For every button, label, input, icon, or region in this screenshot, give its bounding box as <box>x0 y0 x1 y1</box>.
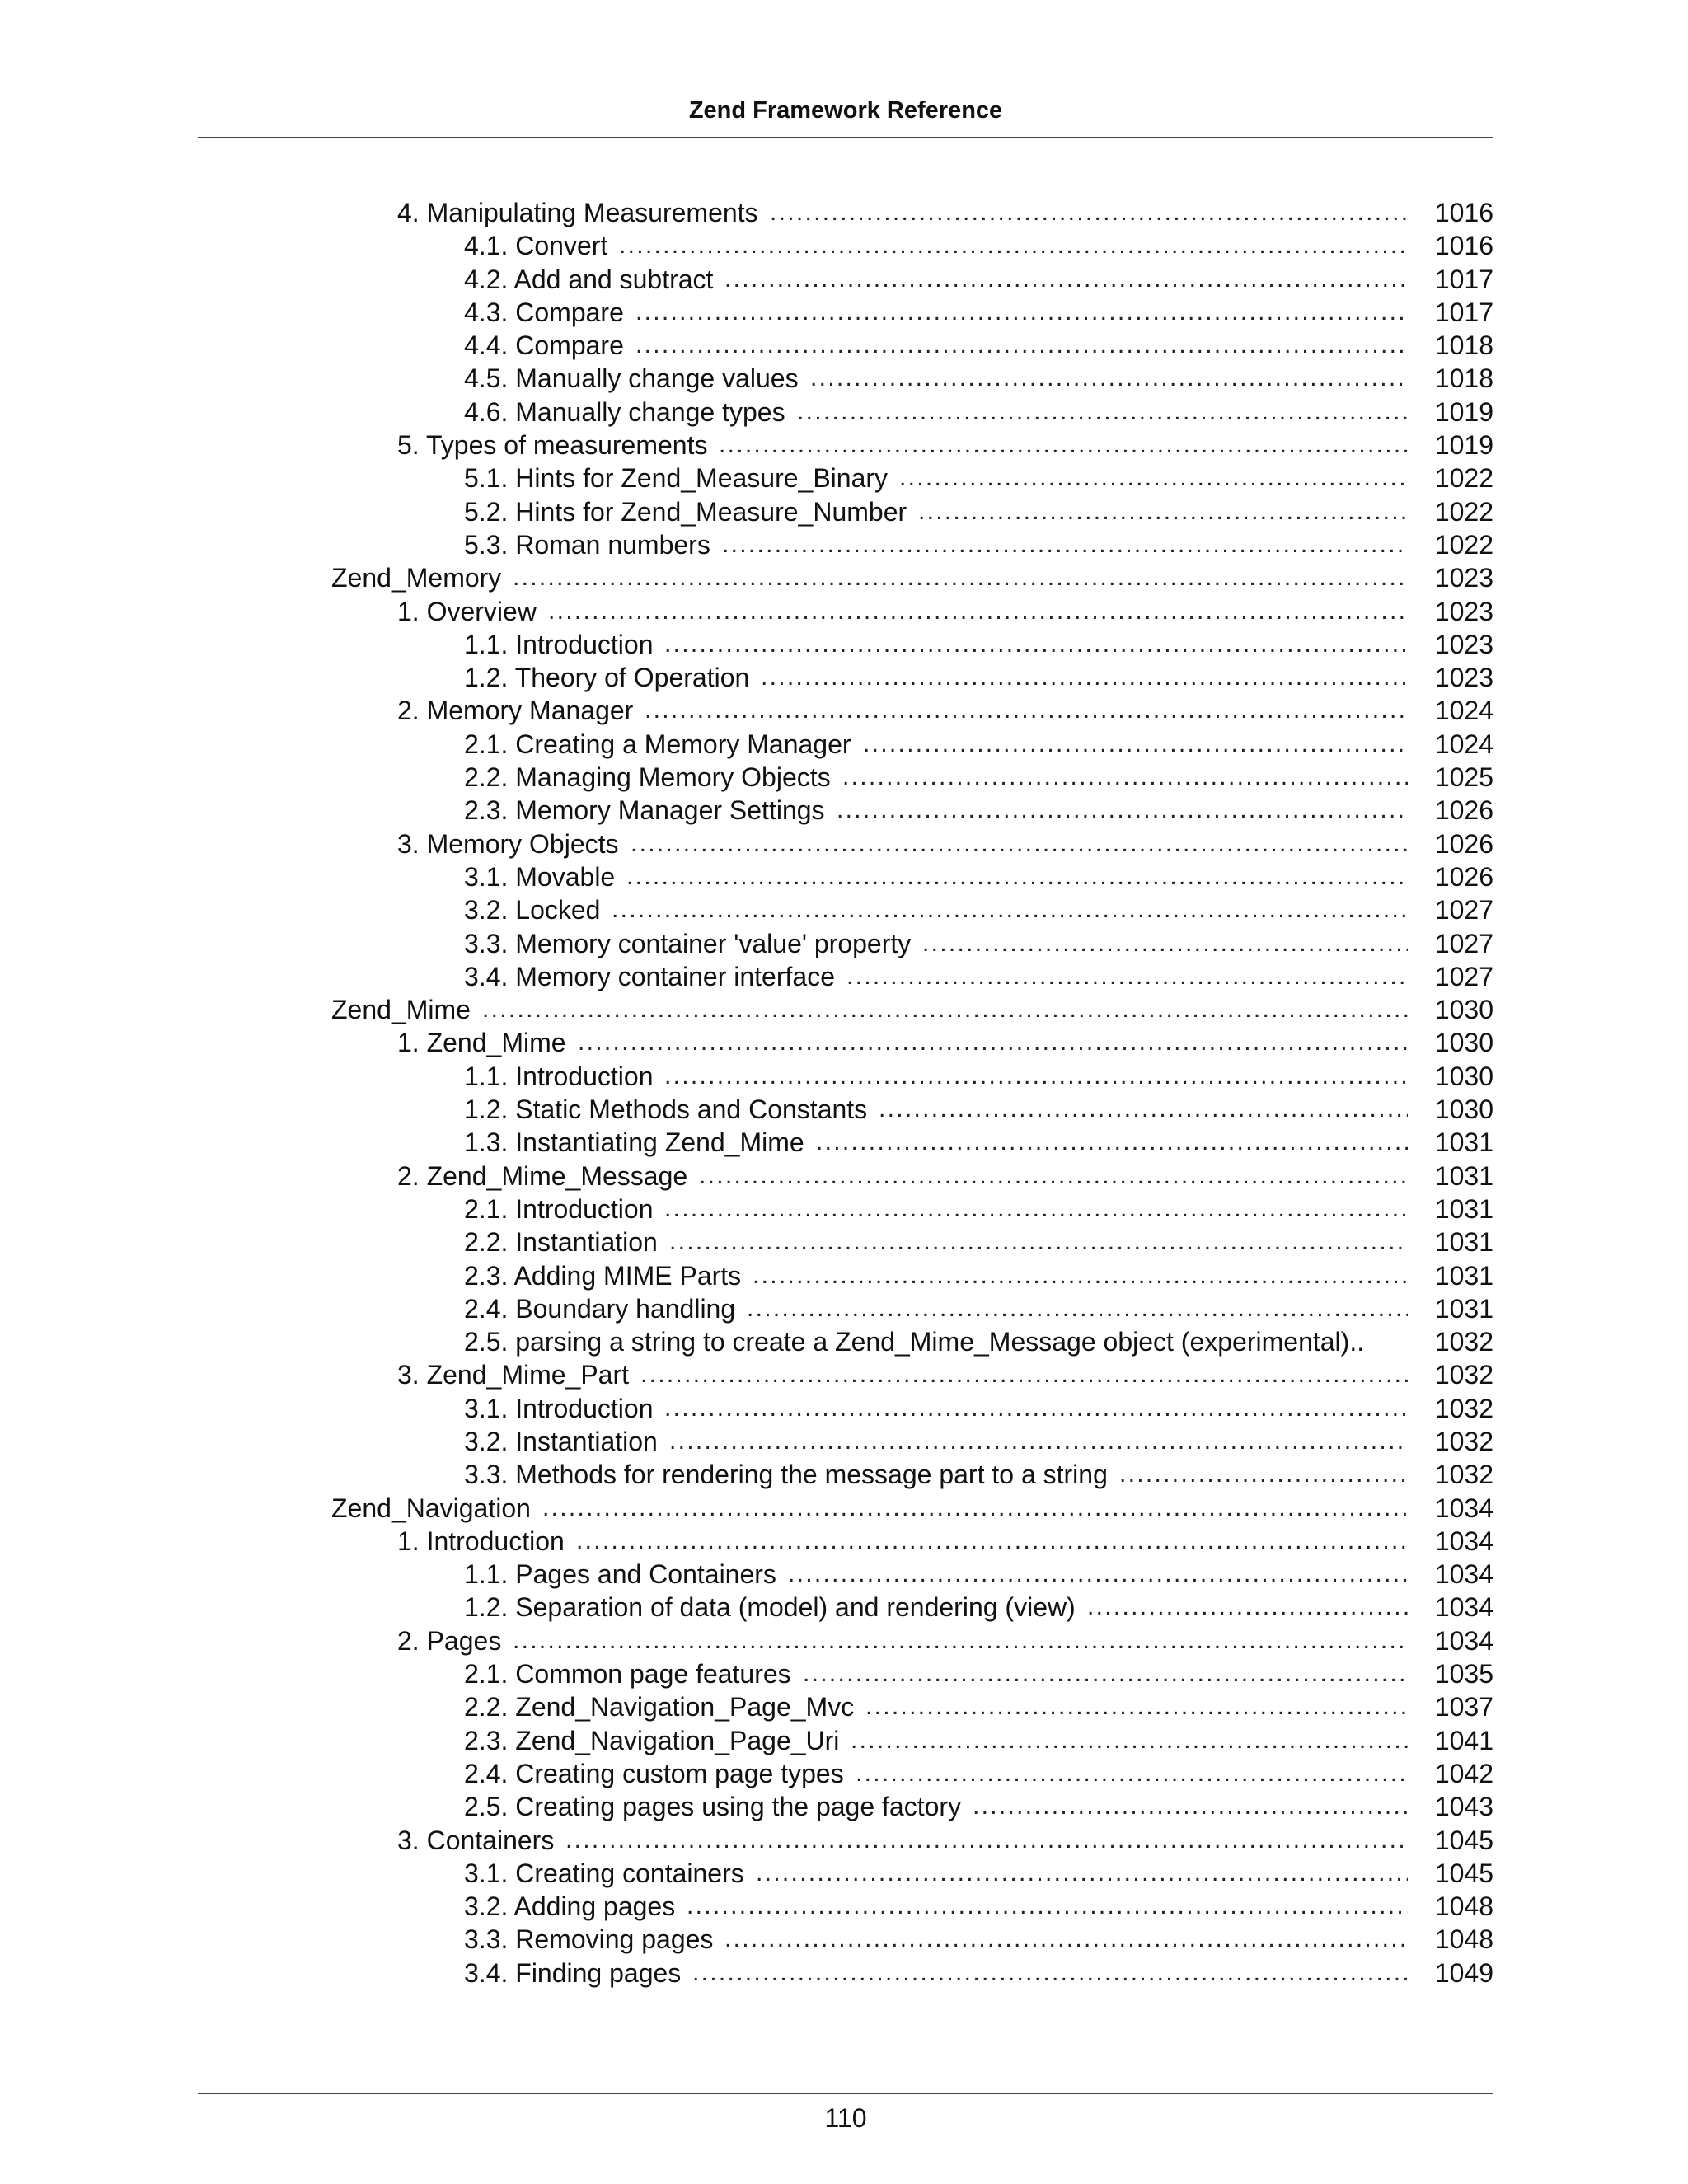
toc-entry-page: 1034 <box>1434 1559 1493 1590</box>
toc-entry-title: 3.3. Removing pages <box>464 1924 714 1955</box>
toc-entry-title: 2.1. Common page features <box>464 1659 791 1690</box>
toc-entry-page: 1027 <box>1434 928 1493 958</box>
toc-entry[interactable] <box>0 993 1688 1026</box>
toc-entry[interactable] <box>0 1358 1688 1391</box>
toc-entry-page: 1030 <box>1434 1061 1493 1091</box>
toc-entry[interactable] <box>0 1890 1688 1923</box>
toc-entry-page: 1022 <box>1434 496 1493 527</box>
page-number: 110 <box>824 2103 867 2133</box>
toc-entry[interactable] <box>0 1757 1688 1790</box>
dot-leader <box>719 429 1408 462</box>
toc-entry-page: 1031 <box>1434 1193 1493 1224</box>
dot-leader <box>722 528 1408 561</box>
toc-entry-title: 2.1. Introduction <box>464 1193 654 1224</box>
toc-entry-title: 3. Memory Objects <box>397 828 619 859</box>
dot-leader <box>788 1558 1408 1591</box>
toc-entry-title: 4.6. Manually change types <box>464 396 785 427</box>
dot-leader <box>865 1690 1408 1723</box>
toc-entry[interactable] <box>0 396 1688 429</box>
toc-entry-page: 1034 <box>1434 1526 1493 1556</box>
toc-entry-page: 1032 <box>1434 1460 1493 1490</box>
dot-leader <box>770 196 1408 229</box>
toc-entry-title: 2.3. Adding MIME Parts <box>464 1260 742 1291</box>
dot-leader <box>513 561 1408 594</box>
dot-leader <box>631 827 1408 860</box>
toc-entry-title: 4.2. Add and subtract <box>464 264 714 294</box>
header-divider <box>198 137 1493 138</box>
dot-leader <box>612 893 1408 926</box>
toc-entry-page: 1018 <box>1434 330 1493 361</box>
toc-entry-title: 5. Types of measurements <box>397 430 708 461</box>
toc-entry-title: 3.4. Memory container interface <box>464 961 835 991</box>
toc-entry-title: 2. Pages <box>397 1625 502 1656</box>
toc-entry-page: 1043 <box>1434 1792 1493 1822</box>
toc-entry-page: 1025 <box>1434 762 1493 793</box>
toc-entry-title: 1.2. Separation of data (model) and rendering (view) <box>464 1592 1076 1623</box>
toc-entry[interactable] <box>0 1857 1688 1890</box>
toc-entry[interactable] <box>0 1690 1688 1723</box>
toc-entry[interactable] <box>0 1624 1688 1657</box>
dot-leader <box>842 761 1408 794</box>
toc-entry-title: 2.4. Creating custom page types <box>464 1758 844 1788</box>
toc-entry-title: 2.5. Creating pages using the page factory <box>464 1792 962 1822</box>
toc-entry[interactable] <box>0 528 1688 561</box>
dot-leader <box>810 362 1408 395</box>
toc-entry-page: 1037 <box>1434 1692 1493 1722</box>
toc-entry-title: 3.1. Introduction <box>464 1393 654 1423</box>
toc-entry-title: 1. Zend_Mime <box>397 1028 566 1058</box>
toc-entry-page: 1026 <box>1434 861 1493 892</box>
toc-entry-page: 1031 <box>1434 1227 1493 1258</box>
toc-entry[interactable] <box>0 1160 1688 1193</box>
toc-entry[interactable] <box>0 827 1688 860</box>
toc-entry[interactable] <box>0 429 1688 462</box>
toc-entry-page: 1032 <box>1434 1426 1493 1456</box>
toc-entry-page: 1019 <box>1434 396 1493 427</box>
dot-leader <box>482 993 1408 1026</box>
toc-entry[interactable] <box>0 561 1688 594</box>
toc-entry[interactable] <box>0 628 1688 661</box>
toc-entry-page: 1026 <box>1434 795 1493 826</box>
toc-entry[interactable] <box>0 1292 1688 1325</box>
dot-leader <box>640 1358 1408 1391</box>
toc-entry-title: 4.5. Manually change values <box>464 363 799 394</box>
dot-leader <box>542 1492 1408 1525</box>
toc-entry-page: 1031 <box>1434 1160 1493 1191</box>
toc-entry-title: Zend_Mime <box>331 995 471 1025</box>
toc-entry[interactable] <box>0 794 1688 827</box>
dot-leader <box>1087 1591 1408 1624</box>
toc-entry-page: 1031 <box>1434 1260 1493 1291</box>
toc-entry-page: 1022 <box>1434 463 1493 494</box>
dot-leader <box>578 1026 1408 1059</box>
toc-entry-title: 4.4. Compare <box>464 330 624 361</box>
toc-entry[interactable] <box>0 1957 1688 1990</box>
toc-entry-page: 1017 <box>1434 297 1493 327</box>
toc-entry-title: 2.3. Zend_Navigation_Page_Uri <box>464 1725 840 1755</box>
toc-entry-title: 1.1. Introduction <box>464 629 654 659</box>
dot-leader <box>635 296 1408 329</box>
toc-entry-title: 2.2. Zend_Navigation_Page_Mvc <box>464 1692 855 1722</box>
toc-entry[interactable] <box>0 1026 1688 1059</box>
toc-entry-title: 5.1. Hints for Zend_Measure_Binary <box>464 463 889 494</box>
toc-entry-title: Zend_Memory <box>331 563 502 593</box>
dot-leader <box>699 1160 1408 1193</box>
toc-entry-title: 3.4. Finding pages <box>464 1957 682 1988</box>
toc-entry-title: 1.1. Pages and Containers <box>464 1559 776 1590</box>
dot-leader <box>619 229 1408 262</box>
toc-entry-page: 1031 <box>1434 1127 1493 1158</box>
dot-leader <box>513 1624 1408 1657</box>
toc-entry-page: 1035 <box>1434 1659 1493 1690</box>
dot-leader <box>879 1093 1408 1126</box>
dot-leader <box>1119 1458 1408 1491</box>
toc-entry-title: 4. Manipulating Measurements <box>397 198 758 227</box>
dot-leader <box>747 1292 1408 1325</box>
dot-leader <box>918 495 1408 528</box>
dot-leader <box>803 1657 1408 1690</box>
dot-leader <box>761 661 1408 694</box>
toc-entry[interactable] <box>0 1226 1688 1258</box>
toc-entry-page: 1016 <box>1434 198 1493 227</box>
dot-leader <box>626 860 1408 893</box>
toc-entry-page: 1032 <box>1434 1393 1493 1423</box>
toc-entry[interactable] <box>0 1923 1688 1956</box>
dot-leader <box>816 1126 1408 1159</box>
footer-divider <box>198 2093 1493 2094</box>
toc-entry[interactable] <box>0 462 1688 494</box>
toc-entry-page: 1031 <box>1434 1293 1493 1324</box>
toc-entry-title: 1. Introduction <box>397 1526 565 1556</box>
toc-entry-title: 1.3. Instantiating Zend_Mime <box>464 1127 804 1158</box>
toc-entry-title: 2.5. parsing a string to create a Zend_Mime_Message object (experimental).. <box>464 1327 1365 1357</box>
toc-entry-page: 1027 <box>1434 961 1493 991</box>
toc-entry-page: 1045 <box>1434 1825 1493 1855</box>
dot-leader <box>664 1060 1408 1093</box>
toc-entry-page: 1023 <box>1434 596 1493 626</box>
page-header-title: Zend Framework Reference <box>688 97 1003 124</box>
dot-leader <box>669 1425 1408 1458</box>
toc-entry-page: 1048 <box>1434 1891 1493 1922</box>
toc-entry[interactable] <box>0 893 1688 926</box>
dot-leader <box>724 1923 1408 1956</box>
toc-entry-page: 1022 <box>1434 529 1493 560</box>
dot-leader <box>635 329 1408 362</box>
toc-entry[interactable] <box>0 661 1688 694</box>
toc-entry[interactable] <box>0 1525 1688 1558</box>
toc-entry[interactable] <box>0 1790 1688 1823</box>
toc-entry-page: 1030 <box>1434 1028 1493 1058</box>
toc-entry[interactable] <box>0 1591 1688 1624</box>
toc-entry-page: 1030 <box>1434 1094 1493 1125</box>
dot-leader <box>687 1890 1408 1923</box>
toc-entry-page: 1042 <box>1434 1758 1493 1788</box>
toc-entry-title: Zend_Navigation <box>331 1493 531 1523</box>
toc-entry[interactable] <box>0 728 1688 761</box>
toc-entry[interactable] <box>0 1657 1688 1690</box>
dot-leader <box>863 728 1408 761</box>
dot-leader <box>753 1259 1408 1292</box>
toc-entry-page: 1024 <box>1434 729 1493 759</box>
toc-entry[interactable] <box>0 362 1688 395</box>
toc-entry[interactable] <box>0 296 1688 329</box>
toc-entry-page: 1023 <box>1434 629 1493 659</box>
toc-entry-page: 1045 <box>1434 1858 1493 1888</box>
dot-leader <box>846 960 1408 993</box>
toc-entry-title: 3.2. Locked <box>464 895 601 926</box>
dot-leader <box>664 1392 1408 1425</box>
toc-entry-page: 1017 <box>1434 264 1493 294</box>
toc-entry-title: 4.3. Compare <box>464 297 624 327</box>
toc-entry-title: 3. Containers <box>397 1825 555 1855</box>
toc-entry-page: 1016 <box>1434 231 1493 261</box>
toc-entry[interactable] <box>0 1458 1688 1491</box>
toc-entry[interactable] <box>0 1492 1688 1525</box>
toc-entry-title: 1.2. Static Methods and Constants <box>464 1094 868 1125</box>
toc-entry[interactable] <box>0 1558 1688 1591</box>
toc-entry-title: 3. Zend_Mime_Part <box>397 1360 630 1390</box>
dot-leader <box>851 1724 1408 1757</box>
toc-entry-page: 1018 <box>1434 363 1493 394</box>
toc-entry-title: 5.2. Hints for Zend_Measure_Number <box>464 496 907 527</box>
toc-entry[interactable] <box>0 1259 1688 1292</box>
dot-leader <box>837 794 1408 827</box>
toc-entry-page: 1034 <box>1434 1493 1493 1523</box>
toc-entry-page: 1034 <box>1434 1592 1493 1623</box>
toc-entry[interactable] <box>0 1824 1688 1857</box>
toc-entry-title: 1. Overview <box>397 596 537 626</box>
dot-leader <box>973 1790 1408 1823</box>
dot-leader <box>664 628 1408 661</box>
dot-leader <box>756 1857 1408 1890</box>
toc-entry[interactable] <box>0 595 1688 628</box>
toc-entry[interactable] <box>0 229 1688 262</box>
dot-leader <box>797 396 1408 429</box>
toc-entry-title: 3.1. Movable <box>464 861 616 892</box>
toc-entry[interactable] <box>0 196 1688 229</box>
toc-entry-page: 1032 <box>1434 1327 1493 1357</box>
toc-entry-page: 1048 <box>1434 1924 1493 1955</box>
toc-entry[interactable] <box>0 1724 1688 1757</box>
dot-leader <box>548 595 1408 628</box>
toc-entry[interactable] <box>0 860 1688 893</box>
toc-entry-title: 2. Zend_Mime_Message <box>397 1160 688 1191</box>
toc-entry-title: 4.1. Convert <box>464 231 608 261</box>
dot-leader <box>565 1824 1408 1857</box>
toc-entry-title: 5.3. Roman numbers <box>464 529 710 560</box>
toc-entry[interactable] <box>0 1126 1688 1159</box>
toc-entry[interactable] <box>0 1325 1688 1358</box>
dot-leader <box>664 1193 1408 1226</box>
toc-entry[interactable] <box>0 1093 1688 1126</box>
toc-entry[interactable] <box>0 761 1688 794</box>
toc-entry[interactable] <box>0 927 1688 960</box>
toc-entry-title: 3.3. Methods for rendering the message part to a string <box>464 1460 1108 1490</box>
dot-leader <box>899 462 1408 494</box>
dot-leader <box>669 1226 1408 1258</box>
toc-entry[interactable] <box>0 329 1688 362</box>
dot-leader <box>724 263 1408 296</box>
toc-entry[interactable] <box>0 263 1688 296</box>
toc-entry-title: 2.4. Boundary handling <box>464 1293 736 1324</box>
toc-entry-title: 2.1. Creating a Memory Manager <box>464 729 851 759</box>
toc-entry-title: 2. Memory Manager <box>397 696 634 726</box>
toc-entry-page: 1030 <box>1434 995 1493 1025</box>
toc-entry[interactable] <box>0 960 1688 993</box>
dot-leader <box>692 1957 1408 1990</box>
toc-entry-title: 2.2. Managing Memory Objects <box>464 762 831 793</box>
toc-entry[interactable] <box>0 1392 1688 1425</box>
toc-entry-page: 1026 <box>1434 828 1493 859</box>
toc-entry-title: 2.2. Instantiation <box>464 1227 658 1258</box>
toc-entry-page: 1023 <box>1434 563 1493 593</box>
toc-entry[interactable] <box>0 1193 1688 1226</box>
table-of-contents <box>0 196 1688 1990</box>
toc-entry-page: 1023 <box>1434 663 1493 693</box>
toc-entry-title: 3.1. Creating containers <box>464 1858 744 1888</box>
toc-entry-title: 3.3. Memory container 'value' property <box>464 928 912 958</box>
toc-entry-title: 3.2. Adding pages <box>464 1891 676 1922</box>
toc-entry-page: 1034 <box>1434 1625 1493 1656</box>
toc-entry-page: 1024 <box>1434 696 1493 726</box>
toc-entry[interactable] <box>0 1425 1688 1458</box>
toc-entry-title: 3.2. Instantiation <box>464 1426 658 1456</box>
toc-entry-page: 1019 <box>1434 430 1493 461</box>
toc-entry[interactable] <box>0 694 1688 727</box>
toc-entry[interactable] <box>0 1060 1688 1093</box>
toc-entry-page: 1041 <box>1434 1725 1493 1755</box>
toc-entry-page: 1032 <box>1434 1360 1493 1390</box>
dot-leader <box>922 927 1408 960</box>
dot-leader <box>856 1757 1408 1790</box>
toc-entry[interactable] <box>0 495 1688 528</box>
dot-leader <box>645 694 1408 727</box>
toc-entry-title: 1.1. Introduction <box>464 1061 654 1091</box>
toc-entry-title: 1.2. Theory of Operation <box>464 663 750 693</box>
toc-entry-title: 2.3. Memory Manager Settings <box>464 795 825 826</box>
toc-entry-page: 1027 <box>1434 895 1493 926</box>
dot-leader <box>576 1525 1408 1558</box>
toc-entry-page: 1049 <box>1434 1957 1493 1988</box>
